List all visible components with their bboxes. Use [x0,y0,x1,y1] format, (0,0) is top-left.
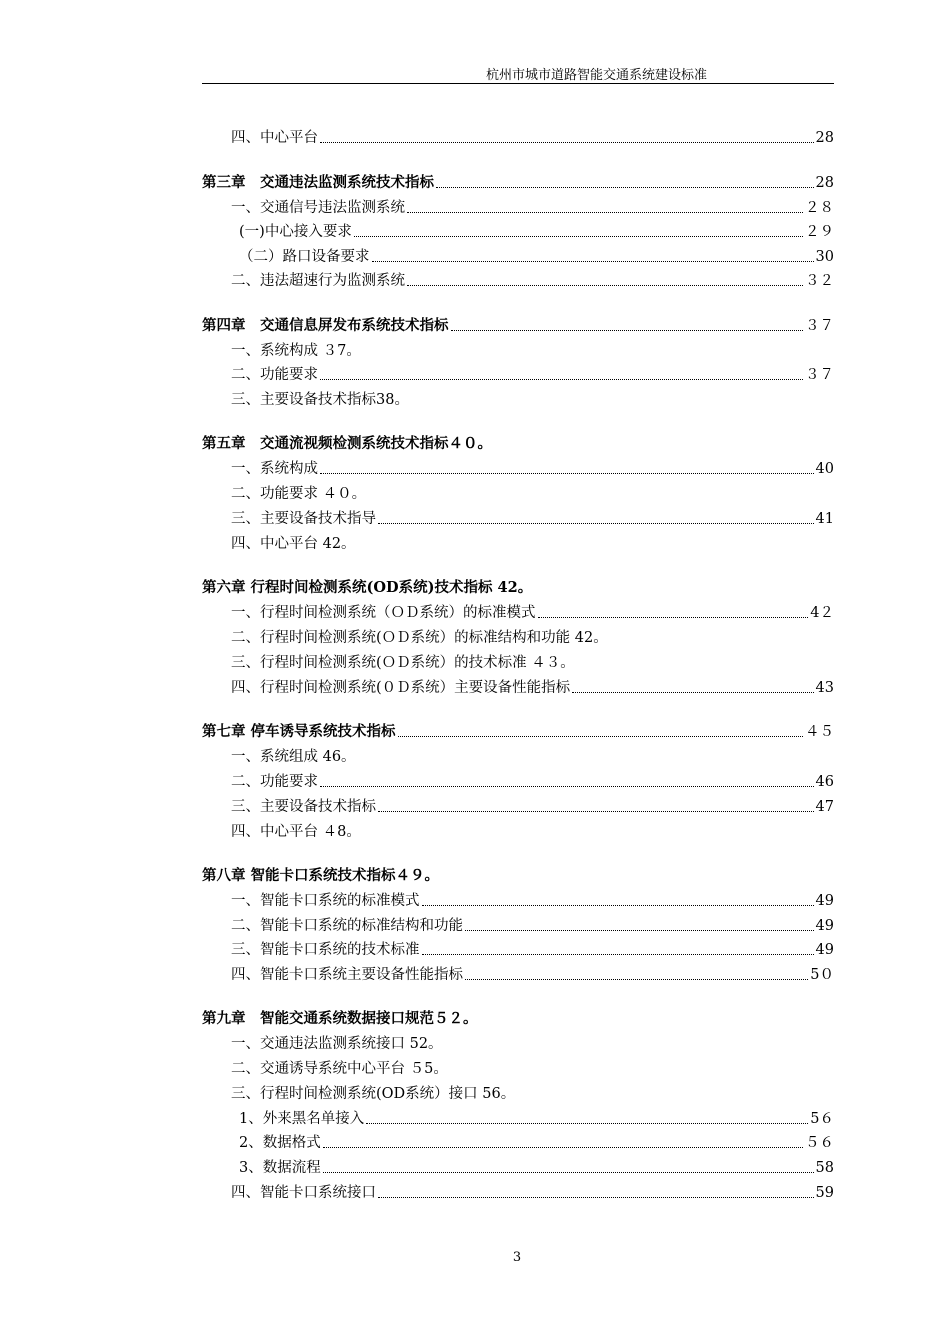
dot-leader [572,692,813,693]
toc-section-entry[interactable] [202,650,834,672]
toc-section-entry[interactable] [202,1081,834,1103]
toc-entry-page: 59 [815,1185,834,1201]
dot-leader [320,473,814,474]
toc-entry-title: 二、功能要求 [231,774,318,790]
toc-entry-title: 第八章 智能卡口系统技术指标４９。 [202,867,440,884]
toc-entry-page: ４５ [805,724,834,740]
toc-entry-page: ５６ [805,1135,834,1151]
toc-chapter-entry[interactable] [202,1006,834,1028]
toc-entry-title: 二、功能要求 ４０。 [231,486,367,502]
toc-entry-title: 三、主要设备技术指导 [231,511,376,527]
dot-leader [320,379,803,380]
toc-entry-page: 47 [815,799,834,815]
toc-section-entry[interactable] [202,600,834,622]
toc-chapter-entry[interactable] [202,431,834,453]
toc-entry-title: 第六章 行程时间检测系统(OD系统)技术指标 42。 [202,579,533,596]
dot-leader [451,330,804,331]
toc-entry-page: 4２ [810,605,834,621]
dot-leader [465,930,814,931]
toc-chapter-entry[interactable] [202,863,834,885]
toc-chapter-entry[interactable] [202,313,834,335]
dot-leader [320,786,814,787]
toc-entry-title: 3、数据流程 [239,1160,321,1176]
toc-section-entry[interactable] [202,625,834,647]
toc-section-entry[interactable] [202,1031,834,1053]
toc-subsection-entry[interactable] [202,1130,834,1152]
toc-section-entry[interactable] [202,794,834,816]
toc-section-entry[interactable] [202,338,834,360]
toc-section-entry[interactable] [202,1056,834,1078]
toc-entry-page: ３７ [805,318,834,334]
toc-entry-title: 一、系统组成 46。 [231,749,356,765]
toc-entry-title: 四、中心平台 42。 [231,536,356,552]
dot-leader [407,212,803,213]
dot-leader [372,261,814,262]
toc-entry-title: 二、智能卡口系统的标准结构和功能 [231,918,463,934]
dot-leader [422,954,814,955]
toc-entry-page: 46 [815,774,834,790]
toc-entry-title: 一、系统构成 ３7。 [231,343,361,359]
toc-entry-title: 1、外来黑名单接入 [239,1111,365,1127]
toc-entry-page: 43 [815,680,834,696]
toc-subsection-entry[interactable] [202,1106,834,1128]
dot-leader [422,905,814,906]
page-number: 3 [512,1250,522,1265]
toc-section-entry[interactable] [202,387,834,409]
toc-entry-title: 三、主要设备技术指标38。 [231,392,409,408]
toc-entry-title: 三、行程时间检测系统(OD系统）接口 56。 [231,1086,516,1102]
toc-section-entry[interactable] [202,1180,834,1202]
dot-leader [378,523,814,524]
toc-section-entry[interactable] [202,456,834,478]
toc-entry-title: 一、交通信号违法监测系统 [231,200,405,216]
toc-subsection-entry[interactable] [202,1155,834,1177]
toc-chapter-entry[interactable] [202,575,834,597]
toc-entry-title: (一)中心接入要求 [239,224,352,240]
toc-section-entry[interactable] [202,362,834,384]
toc-entry-title: 三、智能卡口系统的技术标准 [231,942,420,958]
toc-entry-title: 一、交通违法监测系统接口 52。 [231,1036,443,1052]
toc-section-entry[interactable] [202,481,834,503]
toc-chapter-entry[interactable] [202,170,834,192]
toc-entry-page: ２８ [805,200,834,216]
toc-section-entry[interactable] [202,125,834,147]
toc-entry-page: 30 [815,249,834,265]
dot-leader [378,811,814,812]
toc-entry-page: 49 [815,918,834,934]
toc-section-entry[interactable] [202,744,834,766]
dot-leader [465,979,808,980]
toc-entry-title: 二、行程时间检测系统(ＯＤ系统）的标准结构和功能 42。 [231,630,608,646]
dot-leader [320,142,814,143]
toc-section-entry[interactable] [202,268,834,290]
dot-leader [323,1172,814,1173]
dot-leader [378,1197,814,1198]
toc-entry-page: 28 [815,130,834,146]
toc-section-entry[interactable] [202,769,834,791]
toc-entry-page: ２９ [805,224,834,240]
toc-entry-title: 第三章 交通违法监测系统技术指标 [202,174,434,191]
header-divider [202,83,834,84]
toc-subsection-entry[interactable] [202,244,834,266]
running-header-title: 杭州市城市道路智能交通系统建设标准 [486,68,708,83]
toc-entry-title: （二）路口设备要求 [239,249,370,265]
toc-entry-title: 一、智能卡口系统的标准模式 [231,893,420,909]
dot-leader [354,236,803,237]
dot-leader [538,617,809,618]
toc-entry-title: 一、系统构成 [231,461,318,477]
dot-leader [323,1147,803,1148]
toc-entry-title: 第四章 交通信息屏发布系统技术指标 [202,317,449,334]
toc-section-entry[interactable] [202,675,834,697]
toc-entry-title: 三、主要设备技术指标 [231,799,376,815]
toc-entry-title: 二、功能要求 [231,367,318,383]
toc-entry-page: ３７ [805,367,834,383]
toc-section-entry[interactable] [202,962,834,984]
dot-leader [398,736,803,737]
toc-section-entry[interactable] [202,506,834,528]
toc-entry-title: 第五章 交通流视频检测系统技术指标４０。 [202,435,492,452]
toc-entry-page: 49 [815,893,834,909]
toc-entry-title: 四、行程时间检测系统(０Ｄ系统）主要设备性能指标 [231,680,571,696]
toc-entry-title: 二、交通诱导系统中心平台 ５5。 [231,1061,448,1077]
toc-entry-title: 二、违法超速行为监测系统 [231,273,405,289]
toc-entry-page: 49 [815,942,834,958]
toc-entry-title: 三、行程时间检测系统(ＯＤ系统）的技术标准 ４３。 [231,655,575,671]
toc-entry-title: 一、行程时间检测系统（ＯＤ系统）的标准模式 [231,605,536,621]
toc-entry-page: 5６ [810,1111,834,1127]
dot-leader [407,285,803,286]
toc-entry-page: 41 [815,511,834,527]
toc-entry-title: 四、中心平台 [231,130,318,146]
toc-section-entry[interactable] [202,937,834,959]
dot-leader [366,1123,808,1124]
dot-leader [436,187,814,188]
toc-entry-title: 四、中心平台 ４8。 [231,824,361,840]
toc-entry-page: 5０ [810,967,834,983]
toc-section-entry[interactable] [202,913,834,935]
toc-entry-page: 40 [815,461,834,477]
toc-section-entry[interactable] [202,531,834,553]
toc-entry-title: 第九章 智能交通系统数据接口规范５２。 [202,1010,478,1027]
toc-section-entry[interactable] [202,195,834,217]
toc-section-entry[interactable] [202,819,834,841]
toc-entry-page: 58 [815,1160,834,1176]
toc-entry-page: ３２ [805,273,834,289]
toc-chapter-entry[interactable] [202,719,834,741]
toc-entry-title: 第七章 停车诱导系统技术指标 [202,723,396,740]
toc-entry-title: 四、智能卡口系统主要设备性能指标 [231,967,463,983]
toc-entry-page: 28 [815,175,834,191]
toc-entry-title: 四、智能卡口系统接口 [231,1185,376,1201]
toc-subsection-entry[interactable] [202,219,834,241]
toc-entry-title: 2、数据格式 [239,1135,321,1151]
toc-section-entry[interactable] [202,888,834,910]
